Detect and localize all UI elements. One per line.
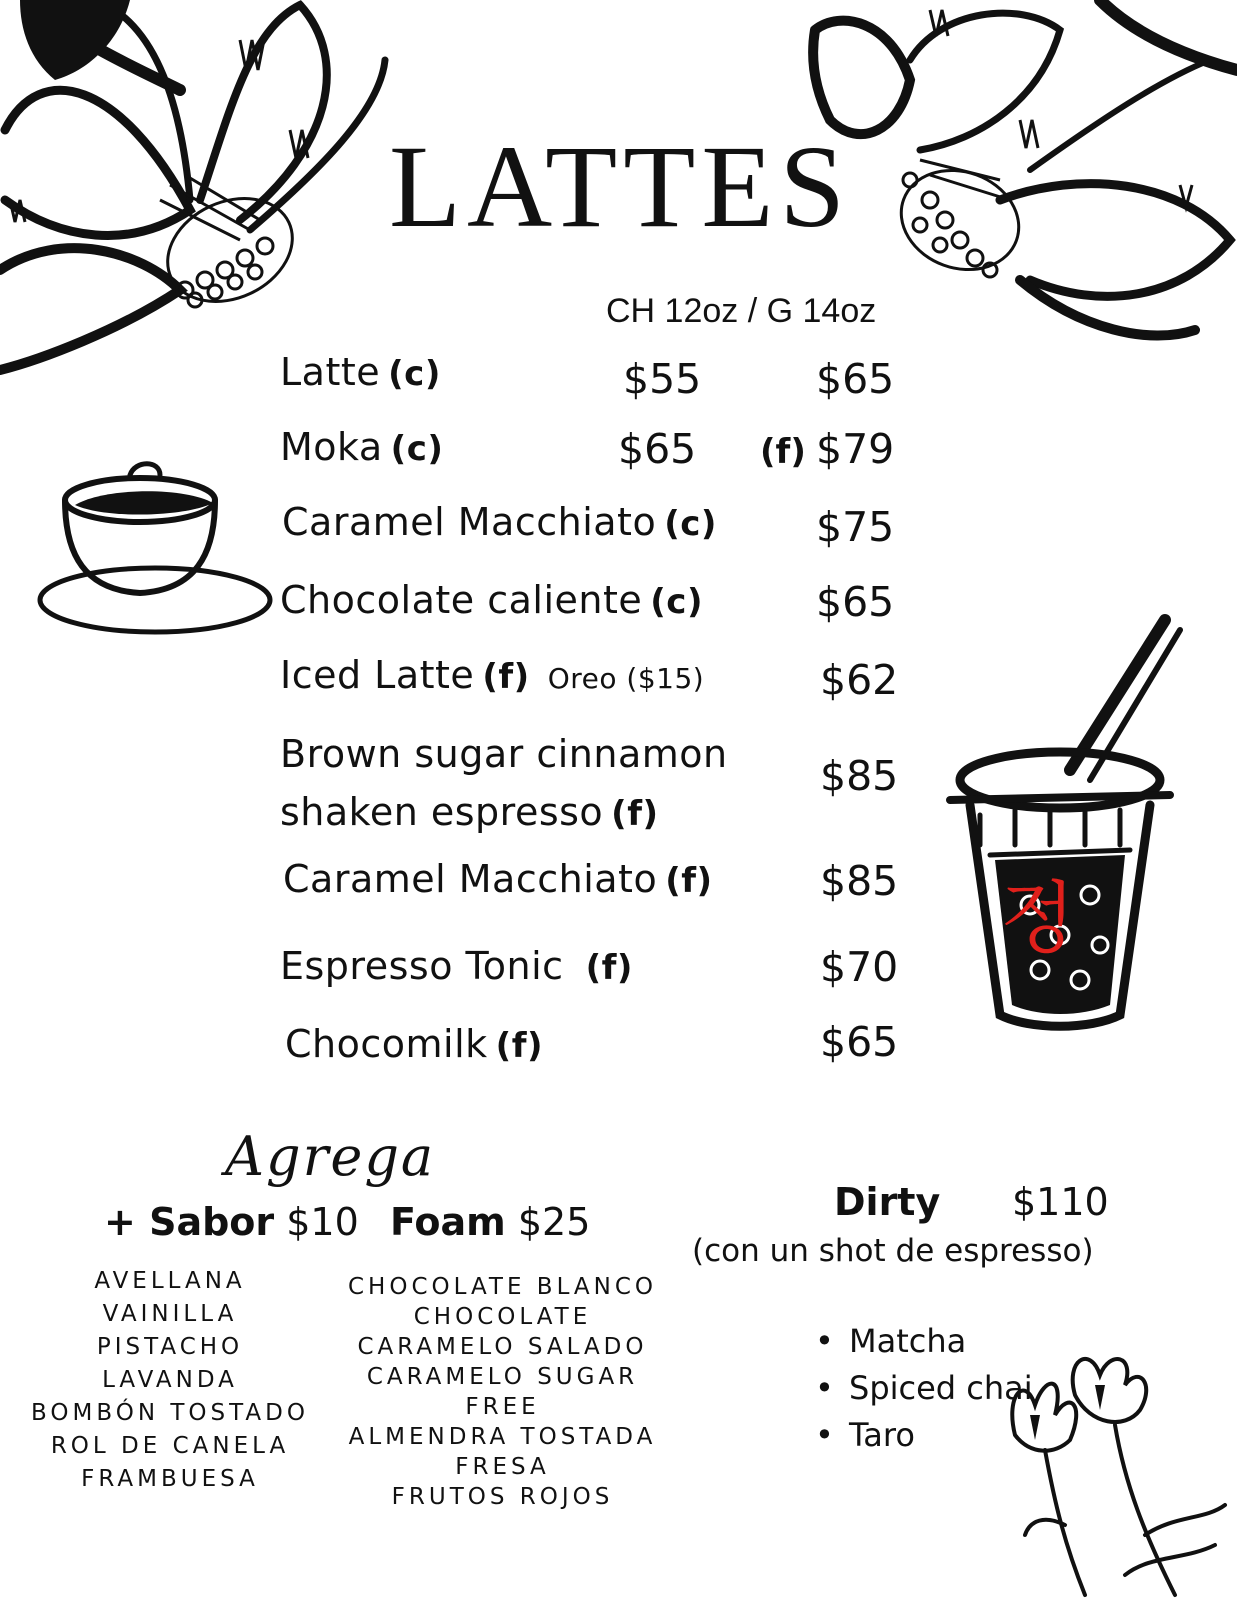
menu-item-name: Caramel Macchiato (f): [283, 857, 713, 901]
temp-tag: (f): [665, 861, 713, 901]
menu-item-name: Espresso Tonic (f): [280, 944, 633, 988]
list-item: AVELLANA: [94, 1268, 246, 1294]
temp-tag: (c): [664, 504, 717, 544]
dirty-heading: Dirty: [834, 1180, 941, 1224]
price-g: $75: [816, 503, 895, 551]
foam-heading: Foam $25: [390, 1200, 591, 1244]
price-ch: $65: [618, 425, 697, 473]
list-item: • Taro: [815, 1412, 1033, 1459]
list-item: CARAMELO SUGAR FREE: [366, 1364, 639, 1420]
temp-tag: (f): [611, 794, 659, 834]
list-item: CHOCOLATE BLANCO: [347, 1274, 658, 1300]
temp-tag: (f): [482, 657, 530, 697]
price-g-tag: (f): [760, 432, 806, 472]
menu-item-name: Chocomilk (f): [285, 1022, 544, 1066]
price-g: $62: [820, 656, 899, 704]
menu-item-name: Brown sugar cinnamon shaken espresso (f): [280, 732, 728, 834]
list-item: CARAMELO SALADO: [357, 1334, 648, 1360]
list-item: FRESA: [455, 1454, 550, 1480]
menu-item-name: Moka (c): [280, 425, 444, 469]
price-g: $70: [820, 943, 899, 991]
price-g: $79: [816, 425, 895, 473]
menu-item-name: Iced Latte (f) Oreo ($15): [280, 653, 705, 697]
price-g: $85: [820, 857, 899, 905]
addons-heading: Agrega: [225, 1125, 436, 1188]
cup-logo-glyph: 정: [1000, 874, 1076, 964]
price-g: $65: [816, 355, 895, 403]
price-g: $65: [816, 578, 895, 626]
list-item: FRAMBUESA: [81, 1466, 259, 1492]
menu-item-name: Latte (c): [280, 350, 441, 394]
price-g: $85: [820, 752, 899, 800]
list-item: FRUTOS ROJOS: [391, 1484, 614, 1510]
list-item: VAINILLA: [102, 1301, 238, 1327]
list-item: PISTACHO: [96, 1334, 244, 1360]
temp-tag: (c): [650, 582, 703, 622]
temp-tag: (f): [495, 1026, 544, 1066]
price-ch: $55: [623, 355, 702, 403]
foam-flavor-list: [325, 1272, 680, 1512]
menu-item-name: Chocolate caliente (c): [280, 578, 703, 622]
extra-option: Oreo ($15): [547, 662, 705, 695]
dirty-options-list: [815, 1318, 1033, 1459]
size-legend: CH 12oz / G 14oz: [606, 292, 877, 330]
temp-tag: (c): [388, 354, 441, 394]
dirty-price: $110: [1012, 1180, 1109, 1224]
temp-tag: (f): [585, 948, 633, 988]
list-item: LAVANDA: [102, 1367, 238, 1393]
list-item: • Spiced chai: [815, 1365, 1033, 1412]
price-g: $65: [820, 1018, 899, 1066]
list-item: ALMENDRA TOSTADA: [348, 1424, 657, 1450]
coffee-cup-illustration: [35, 455, 275, 640]
list-item: CHOCOLATE: [413, 1304, 592, 1330]
list-item: ROL DE CANELA: [50, 1433, 290, 1459]
page-title: LATTES: [388, 121, 852, 252]
temp-tag: (c): [390, 429, 444, 469]
menu-item-name: Caramel Macchiato (c): [282, 500, 717, 544]
sabor-flavor-list: [20, 1265, 320, 1496]
dirty-note: (con un shot de espresso): [692, 1233, 1094, 1269]
list-item: BOMBÓN TOSTADO: [31, 1400, 309, 1426]
flower-left-illustration: [0, 0, 395, 380]
sabor-heading: + Sabor $10: [104, 1200, 359, 1244]
list-item: • Matcha: [815, 1318, 1033, 1365]
iced-drink-illustration: [940, 605, 1185, 1040]
